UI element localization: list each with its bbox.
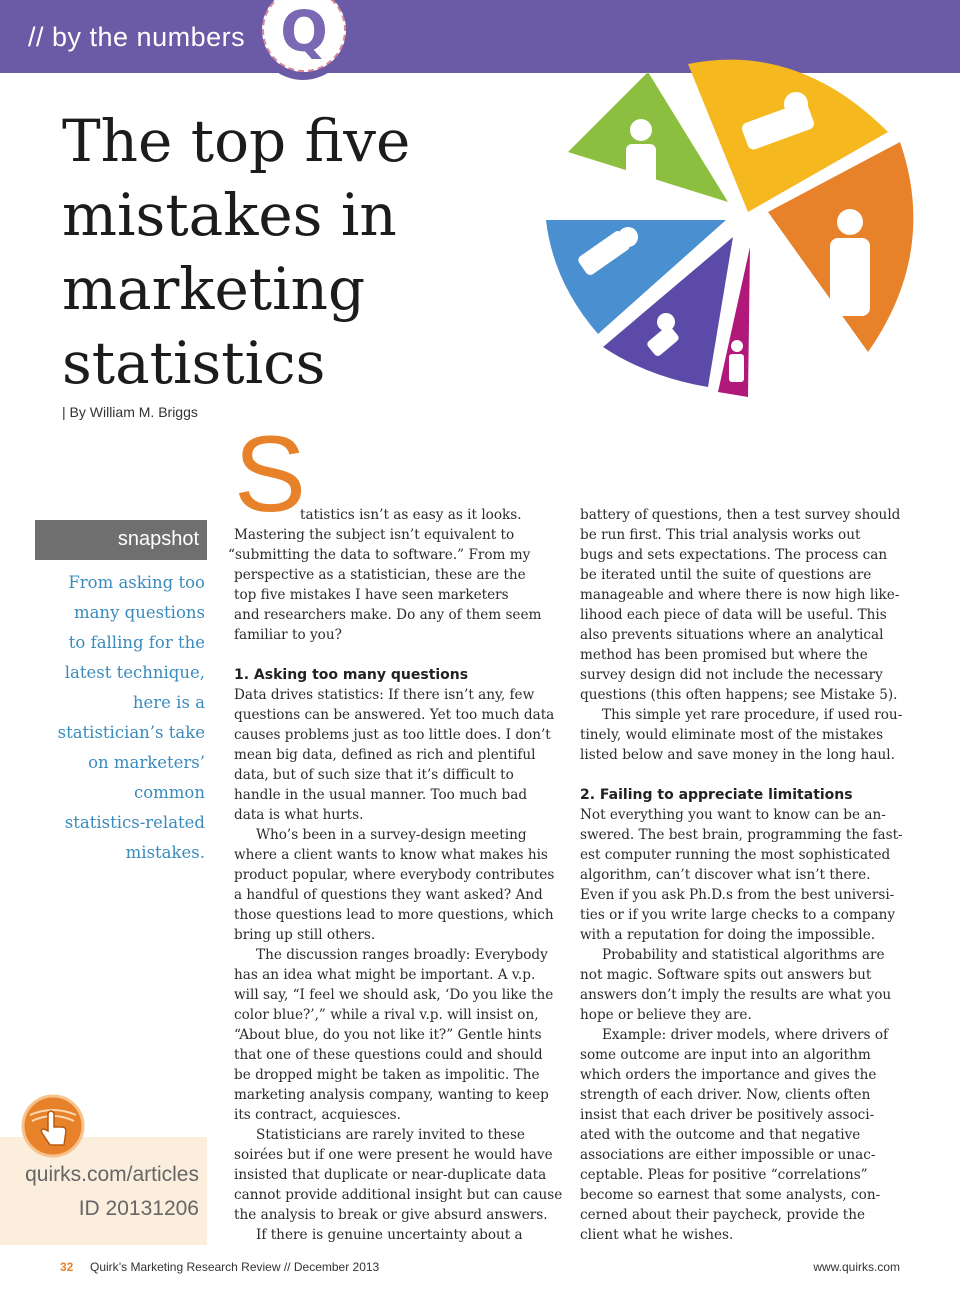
body-line: Example: driver models, where drivers of bbox=[602, 1027, 889, 1043]
body-line: be run first. This trial analysis works out bbox=[580, 527, 861, 543]
intro-line: Mastering the subject isn’t equivalent to bbox=[234, 527, 515, 543]
body-line: listed below and save money in the long haul. bbox=[580, 747, 895, 763]
body-line: If there is genuine uncertainty about a bbox=[256, 1227, 523, 1243]
body-line: This simple yet rare procedure, if used rou- bbox=[602, 707, 903, 723]
body-line: mean big data, defined as rich and plentiful bbox=[234, 747, 536, 763]
publication-name: Quirk’s Marketing Research Review // December 2013 bbox=[90, 1260, 380, 1274]
body-line: with a reputation for doing the impossible. bbox=[580, 927, 876, 943]
snapshot-line: statistician’s take bbox=[57, 723, 205, 742]
title-line: marketing bbox=[62, 255, 366, 323]
footer-url[interactable]: www.quirks.com bbox=[813, 1260, 900, 1274]
body-line: insist that each driver be positively associ- bbox=[580, 1107, 875, 1123]
intro-line: familiar to you? bbox=[234, 627, 342, 643]
body-line: has an idea what might be important. A v.p. bbox=[234, 967, 536, 983]
snapshot-line: common bbox=[133, 783, 205, 802]
intro-line: top five mistakes I have seen marketers bbox=[234, 587, 509, 603]
body-line: the analysis to break or give absurd answers. bbox=[234, 1207, 548, 1223]
body-line: handle in the usual manner. Too much bad bbox=[234, 787, 528, 803]
body-line: where a client wants to know what makes his bbox=[234, 847, 548, 863]
section-heading: 1. Asking too many questions bbox=[234, 667, 469, 683]
intro-line: and researchers make. Do any of them seem bbox=[234, 607, 542, 623]
intro-first-line-wrap bbox=[234, 505, 564, 525]
article-title bbox=[62, 104, 482, 400]
body-line: which orders the importance and gives the bbox=[580, 1067, 877, 1083]
body-line: associations are either impossible or unac- bbox=[580, 1147, 876, 1163]
body-line: Data drives statistics: If there isn’t any, few bbox=[234, 687, 535, 703]
body-line: est computer running the most sophisticated bbox=[580, 847, 891, 863]
article-column-1 bbox=[228, 505, 564, 1245]
body-line: insisted that duplicate or near-duplicate data bbox=[234, 1167, 547, 1183]
section-heading: 2. Failing to appreciate limitations bbox=[580, 787, 853, 803]
article-id: ID 20131206 bbox=[78, 1197, 199, 1220]
body-line: a handful of questions they want asked? And bbox=[234, 887, 543, 903]
body-line: Probability and statistical algorithms are bbox=[602, 947, 885, 963]
snapshot-line: here is a bbox=[132, 693, 205, 712]
body-line: cerned about their paycheck, provide the bbox=[580, 1207, 866, 1223]
byline: | By William M. Briggs bbox=[62, 404, 198, 420]
column-1-body bbox=[234, 685, 564, 1245]
body-line: data is what hurts. bbox=[234, 807, 364, 823]
article-column-2 bbox=[580, 505, 920, 1245]
body-line: be dropped might be taken as impolitic. The bbox=[234, 1067, 540, 1083]
body-line: manageable and where there is now high like- bbox=[580, 587, 900, 603]
body-line: Statisticians are rarely invited to these bbox=[256, 1127, 525, 1143]
body-line: ceptable. Pleas for positive “correlations” bbox=[580, 1167, 868, 1183]
snapshot-label-box bbox=[35, 520, 207, 560]
intro-line: “submitting the data to software.” From my bbox=[228, 547, 531, 563]
snapshot-label: snapshot bbox=[117, 528, 199, 550]
column-2-body bbox=[580, 805, 920, 1245]
snapshot-line: on marketers’ bbox=[88, 753, 205, 772]
body-line: strength of each driver. Now, clients often bbox=[580, 1087, 871, 1103]
intro-line: tatistics isn’t as easy as it looks. bbox=[300, 507, 522, 523]
snapshot-line: many questions bbox=[73, 603, 205, 622]
body-line: questions (this often happens; see Mistake 5). bbox=[580, 687, 898, 703]
body-line: some outcome are input into an algorithm bbox=[580, 1047, 871, 1063]
body-line: be iterated until the suite of questions are bbox=[580, 567, 872, 583]
people-pie-illustration bbox=[538, 52, 928, 412]
snapshot-line: to falling for the bbox=[68, 633, 205, 652]
body-line: bring up still others. bbox=[234, 927, 376, 943]
snapshot-line: From asking too bbox=[68, 573, 205, 592]
body-line: marketing analysis company, wanting to keep bbox=[234, 1087, 549, 1103]
column-2-top bbox=[580, 505, 920, 765]
body-line: soirées but if one were present he would have bbox=[234, 1147, 553, 1163]
body-line: its contract, acquiesces. bbox=[234, 1107, 401, 1123]
body-line: product popular, where everybody contributes bbox=[234, 867, 555, 883]
snapshot-line: latest technique, bbox=[64, 663, 205, 682]
section-label: // by the numbers bbox=[28, 22, 246, 52]
snapshot-line: mistakes. bbox=[125, 843, 205, 862]
snapshot-line: statistics-related bbox=[64, 813, 205, 832]
body-line: answers don’t imply the results are what you bbox=[580, 987, 892, 1003]
body-line: The discussion ranges broadly: Everybody bbox=[256, 947, 548, 963]
body-line: lihood each piece of data will be useful. This bbox=[580, 607, 887, 623]
body-line: hope or believe they are. bbox=[580, 1007, 752, 1023]
body-line: algorithm, can’t discover what isn’t there. bbox=[580, 867, 871, 883]
body-line: data, but of such size that it’s difficult to bbox=[234, 767, 514, 783]
intro-line: perspective as a statistician, these are the bbox=[234, 567, 526, 583]
body-line: bugs and sets expectations. The process can bbox=[580, 547, 888, 563]
body-line: those questions lead to more questions, which bbox=[234, 907, 554, 923]
body-line: color blue?’,” while a rival v.p. will insist on, bbox=[234, 1007, 539, 1023]
article-link[interactable]: quirks.com/articles bbox=[25, 1163, 199, 1186]
body-line: questions can be answered. Yet too much data bbox=[234, 707, 555, 723]
body-line: swered. The best brain, programming the fast- bbox=[580, 827, 903, 843]
body-line: battery of questions, then a test survey should bbox=[580, 507, 901, 523]
body-line: client what he wishes. bbox=[580, 1227, 734, 1243]
body-line: Who’s been in a survey-design meeting bbox=[256, 827, 527, 843]
body-line: not magic. Software spits out answers but bbox=[580, 967, 872, 983]
title-line: mistakes in bbox=[62, 181, 397, 249]
q-badge-icon bbox=[262, 0, 346, 72]
drop-cap: S bbox=[234, 413, 307, 534]
title-line: statistics bbox=[62, 329, 326, 397]
body-line: survey design did not include the necessary bbox=[580, 667, 883, 683]
body-line: will say, “I feel we should ask, ‘Do you like the bbox=[234, 987, 554, 1003]
pointing-hand-icon[interactable] bbox=[20, 1093, 86, 1159]
body-line: tinely, would eliminate most of the mistakes bbox=[580, 727, 884, 743]
q-badge-letter: Q bbox=[280, 0, 328, 65]
page-number: 32 bbox=[60, 1260, 74, 1274]
body-line: become so earnest that some analysts, con- bbox=[580, 1187, 881, 1203]
body-line: that one of these questions could and should bbox=[234, 1047, 543, 1063]
snapshot-blurb bbox=[55, 568, 205, 868]
body-line: Not everything you want to know can be an- bbox=[580, 807, 886, 823]
body-line: ated with the outcome and that negative bbox=[580, 1127, 861, 1143]
body-line: ties or if you write large checks to a company bbox=[580, 907, 896, 923]
body-line: Even if you ask Ph.D.s from the best universi- bbox=[580, 887, 895, 903]
body-line: also prevents situations where an analytical bbox=[580, 627, 884, 643]
body-line: cannot provide additional insight but can cause bbox=[234, 1187, 563, 1203]
title-line: The top five bbox=[62, 107, 411, 175]
body-line: method has been promised but where the bbox=[580, 647, 868, 663]
body-line: “About blue, do you not like it?” Gentle hints bbox=[234, 1027, 542, 1043]
body-line: causes problems just as too little does. I don’t bbox=[234, 727, 551, 743]
